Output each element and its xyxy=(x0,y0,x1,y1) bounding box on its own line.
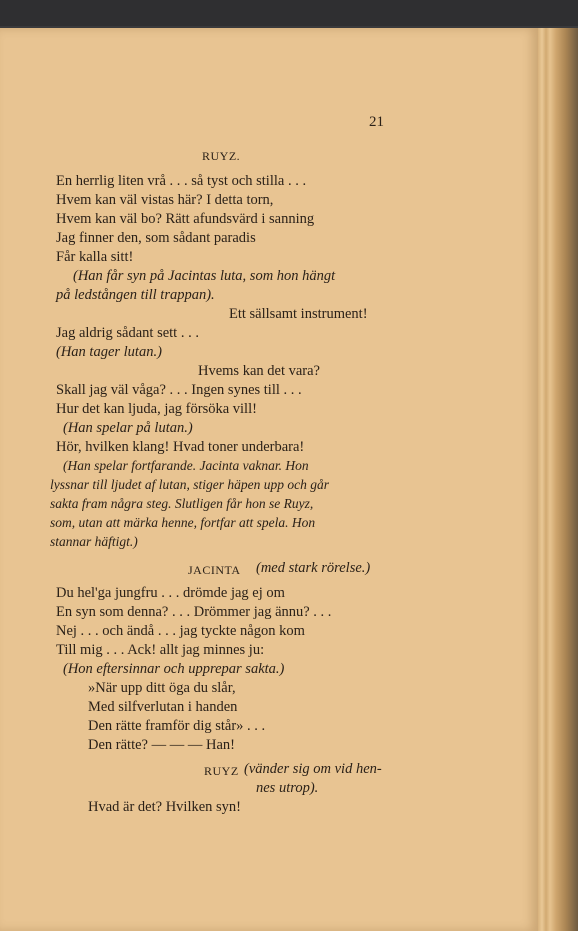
verse-line: Till mig . . . Ack! allt jag minnes ju: xyxy=(56,642,265,658)
stage-direction: (Han spelar fortfarande. Jacinta vaknar. Hon xyxy=(63,458,309,473)
verse-line: Hvem kan väl vistas här? I detta torn, xyxy=(56,192,274,208)
verse-line: Skall jag väl våga? . . . Ingen synes till . . . xyxy=(56,382,302,398)
verse-line: Den rätte? — — — Han! xyxy=(88,737,235,753)
speaker-name: JACINTA xyxy=(188,563,241,577)
page-edge xyxy=(538,28,578,931)
book-page xyxy=(0,28,538,931)
stage-direction: som, utan att märka henne, fortfar att spela. Hon xyxy=(50,515,316,530)
stage-direction: (Han spelar på lutan.) xyxy=(63,420,193,436)
verse-line: Hör, hvilken klang! Hvad toner underbara! xyxy=(56,439,305,455)
speaker-name: RUYZ xyxy=(204,764,239,778)
stage-direction: nes utrop). xyxy=(256,780,319,796)
verse-line: »När upp ditt öga du slår, xyxy=(88,680,236,696)
verse-line: Jag aldrig sådant sett . . . xyxy=(56,325,199,341)
verse-line: Hvems kan det vara? xyxy=(198,363,320,379)
verse-line: Hur det kan ljuda, jag försöka vill! xyxy=(56,401,257,417)
stage-direction: lyssnar till ljudet af lutan, stiger häpen upp och går xyxy=(50,477,329,492)
verse-line: Får kalla sitt! xyxy=(56,249,134,265)
verse-line: Du hel'ga jungfru . . . drömde jag ej om xyxy=(56,585,285,601)
verse-line: Ett sällsamt instrument! xyxy=(229,306,368,322)
page-number: 21 xyxy=(369,114,384,130)
verse-line: Med silfverlutan i handen xyxy=(88,699,238,715)
verse-line: Nej . . . och ändå . . . jag tyckte någon kom xyxy=(56,623,305,639)
stage-direction: sakta fram några steg. Slutligen får hon se Ruyz, xyxy=(50,496,314,511)
verse-line: Hvem kan väl bo? Rätt afundsvärd i sanning xyxy=(56,211,315,227)
stage-direction: (vänder sig om vid hen- xyxy=(244,761,382,777)
stage-direction: (Han tager lutan.) xyxy=(56,344,162,360)
stage-direction: på ledstången till trappan). xyxy=(56,287,215,303)
speaker-header: RUYZ. xyxy=(202,149,241,163)
stage-direction: (Hon eftersinnar och upprepar sakta.) xyxy=(63,661,285,677)
stage-direction: stannar häftigt.) xyxy=(50,534,138,549)
verse-line: En herrlig liten vrå . . . så tyst och stilla . . . xyxy=(56,173,307,189)
verse-line: En syn som denna? . . . Drömmer jag ännu? . . . xyxy=(56,604,332,620)
page-text xyxy=(0,28,538,931)
verse-line: Hvad är det? Hvilken syn! xyxy=(88,799,242,815)
verse-line: Den rätte framför dig står» . . . xyxy=(88,718,266,734)
stage-direction: (med stark rörelse.) xyxy=(256,560,371,576)
verse-line: Jag finner den, som sådant paradis xyxy=(56,230,256,246)
stage-direction: (Han får syn på Jacintas luta, som hon hängt xyxy=(73,268,336,284)
